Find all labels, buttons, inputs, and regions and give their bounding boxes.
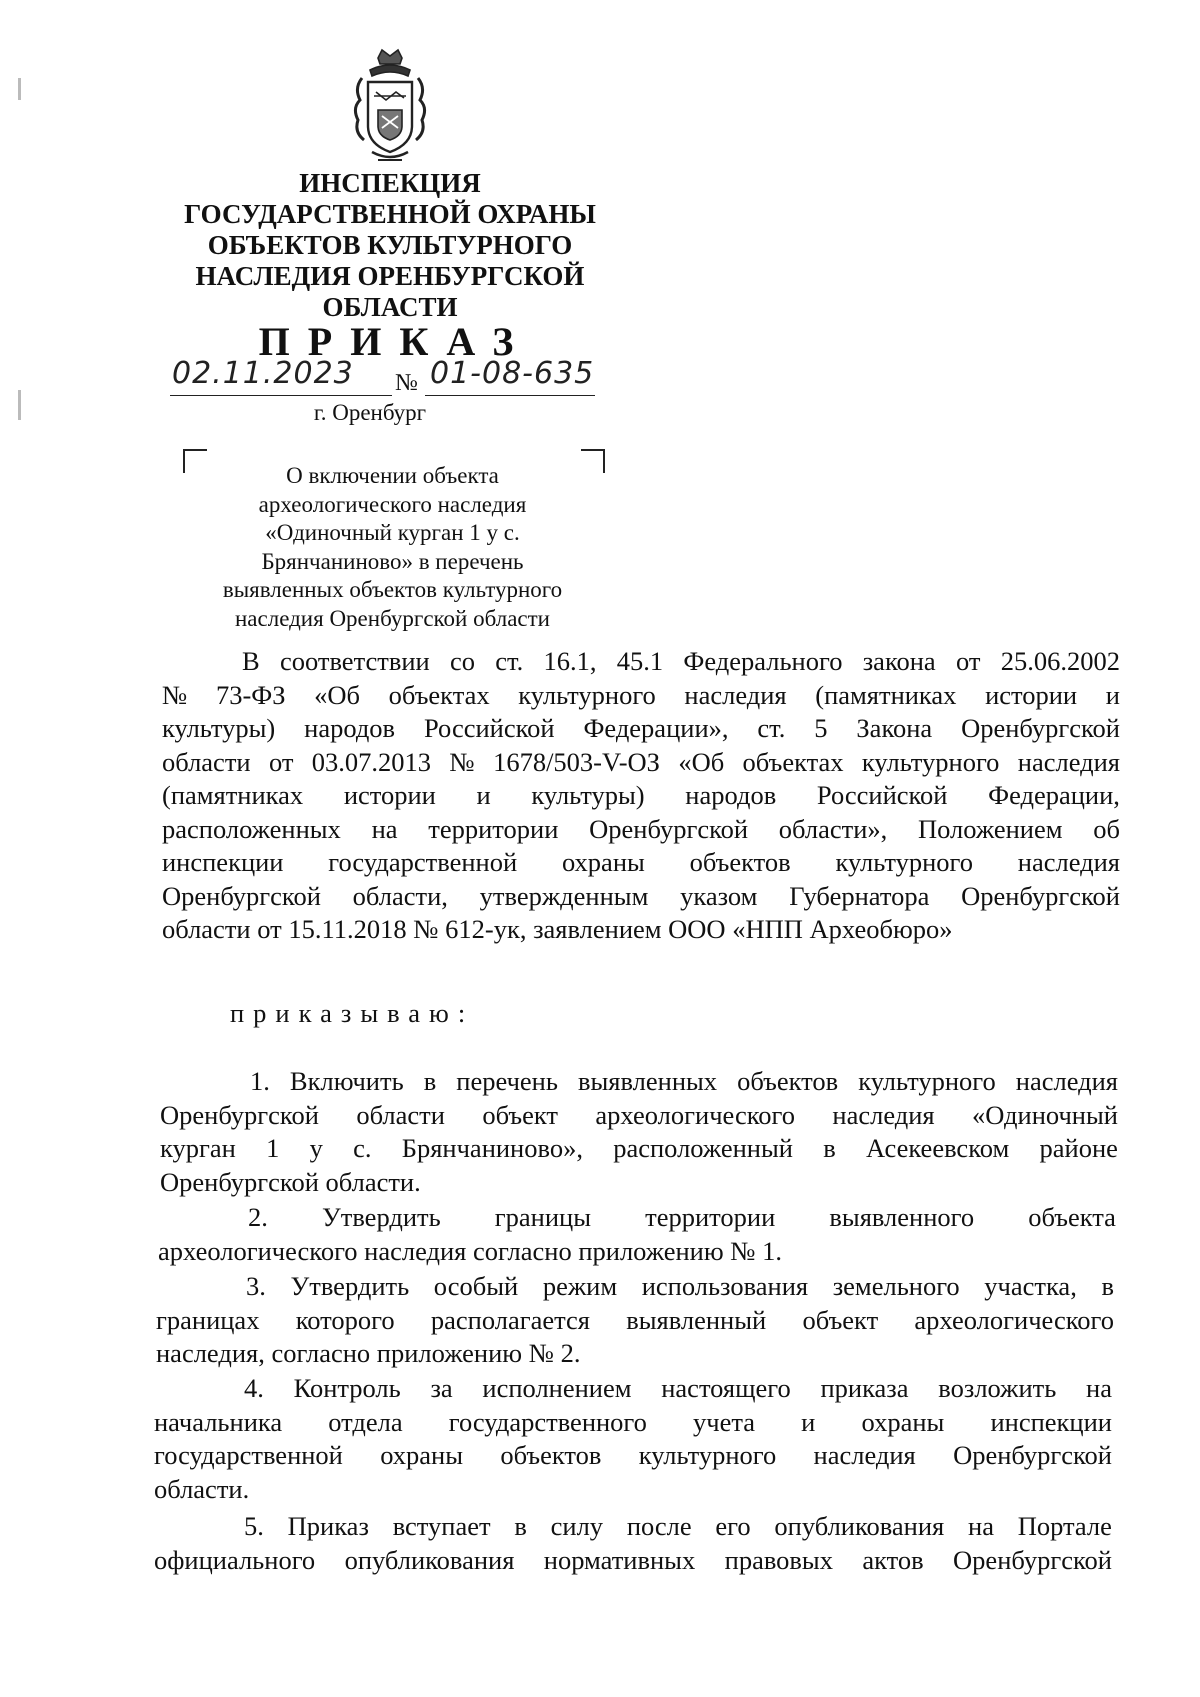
subject-line: наследия Оренбургской области (235, 605, 550, 631)
order-item-2 (158, 1201, 1116, 1268)
org-line: НАСЛЕДИЯ ОРЕНБУРГСКОЙ (195, 261, 585, 291)
order-item-4 (154, 1372, 1112, 1506)
preamble-line: области от 03.07.2013 № 1678/503-V-ОЗ «Об объектах культурного наследия (162, 746, 1120, 777)
item-line: области. (154, 1473, 250, 1504)
order-item-5 (154, 1510, 1112, 1577)
item-line: 1. Включить в перечень выявленных объектов культурного наследия (250, 1066, 1118, 1096)
preamble-line: № 73-ФЗ «Об объектах культурного наследия (памятниках истории и (162, 679, 1120, 710)
item-line: государственной охраны объектов культурного наследия Оренбургской (154, 1440, 1112, 1470)
number-underline (425, 395, 595, 396)
order-item-3 (156, 1270, 1114, 1371)
item-line: Оренбургской области объект археологического наследия «Одиночный (160, 1099, 1118, 1130)
item-line: 2. Утвердить границы территории выявленного объекта (248, 1202, 1116, 1232)
item-line: 5. Приказ вступает в силу после его опубликования на Портале (244, 1511, 1112, 1541)
order-item-1 (160, 1065, 1118, 1199)
item-line: 4. Контроль за исполнением настоящего приказа возложить на (244, 1373, 1112, 1403)
item-line: 3. Утвердить особый режим использования земельного участка, в (246, 1271, 1114, 1301)
org-line: ОБЛАСТИ (322, 292, 458, 322)
issue-city: г. Оренбург (313, 400, 427, 425)
org-line: ИНСПЕКЦИЯ (299, 168, 481, 198)
item-line: официального опубликования нормативных правовых актов Оренбургской (154, 1544, 1112, 1575)
scan-margin-mark (18, 390, 21, 420)
subject-line: выявленных объектов культурного (222, 577, 563, 602)
order-subject (200, 462, 585, 633)
subject-line: Брянчаниново» в перечень (261, 548, 524, 574)
item-line: Оренбургской области. (160, 1166, 421, 1197)
preamble-paragraph (162, 645, 1120, 947)
document-type-title: ПРИКАЗ (258, 319, 532, 364)
subject-line: О включении объекта (286, 463, 499, 488)
number-sign: № (395, 370, 418, 396)
preamble-line: Оренбургской области, утвержденным указом Губернатора Оренбургской (162, 880, 1120, 911)
preamble-line: культуры) народов Российской Федерации», ст. 5 Закона Оренбургской (162, 713, 1120, 743)
coat-of-arms-emblem (348, 48, 432, 168)
preamble-line: В соответствии со ст. 16.1, 45.1 Федерального закона от 25.06.2002 (242, 646, 1120, 676)
org-line: ГОСУДАРСТВЕННОЙ ОХРАНЫ (184, 199, 596, 229)
org-line: ОБЪЕКТОВ КУЛЬТУРНОГО (207, 230, 573, 260)
preamble-line: области от 15.11.2018 № 612-ук, заявлением ООО «НПП Археобюро» (162, 914, 953, 944)
order-number: 01-08-635 (430, 356, 595, 391)
date-underline (170, 395, 392, 396)
preamble-line: расположенных на территории Оренбургской области», Положением об (162, 813, 1120, 844)
preamble-line: (памятниках истории и культуры) народов Российской Федерации, (162, 780, 1120, 810)
item-line: курган 1 у с. Брянчаниново», расположенный в Асекеевском районе (160, 1133, 1118, 1163)
order-date: 02.11.2023 (172, 356, 354, 391)
preamble-line: инспекции государственной охраны объектов культурного наследия (162, 847, 1120, 877)
issuing-authority (170, 168, 610, 323)
scan-margin-mark (18, 78, 21, 100)
subject-line: «Одиночный курган 1 у с. (265, 520, 520, 545)
item-line: начальника отдела государственного учета и охраны инспекции (154, 1406, 1112, 1437)
item-line: границах которого располагается выявленный объект археологического (156, 1304, 1114, 1335)
subject-line: археологического наследия (258, 491, 527, 517)
order-word: приказываю: (230, 998, 475, 1028)
item-line: наследия, согласно приложению № 2. (156, 1338, 581, 1368)
item-line: археологического наследия согласно приложению № 1. (158, 1235, 783, 1266)
